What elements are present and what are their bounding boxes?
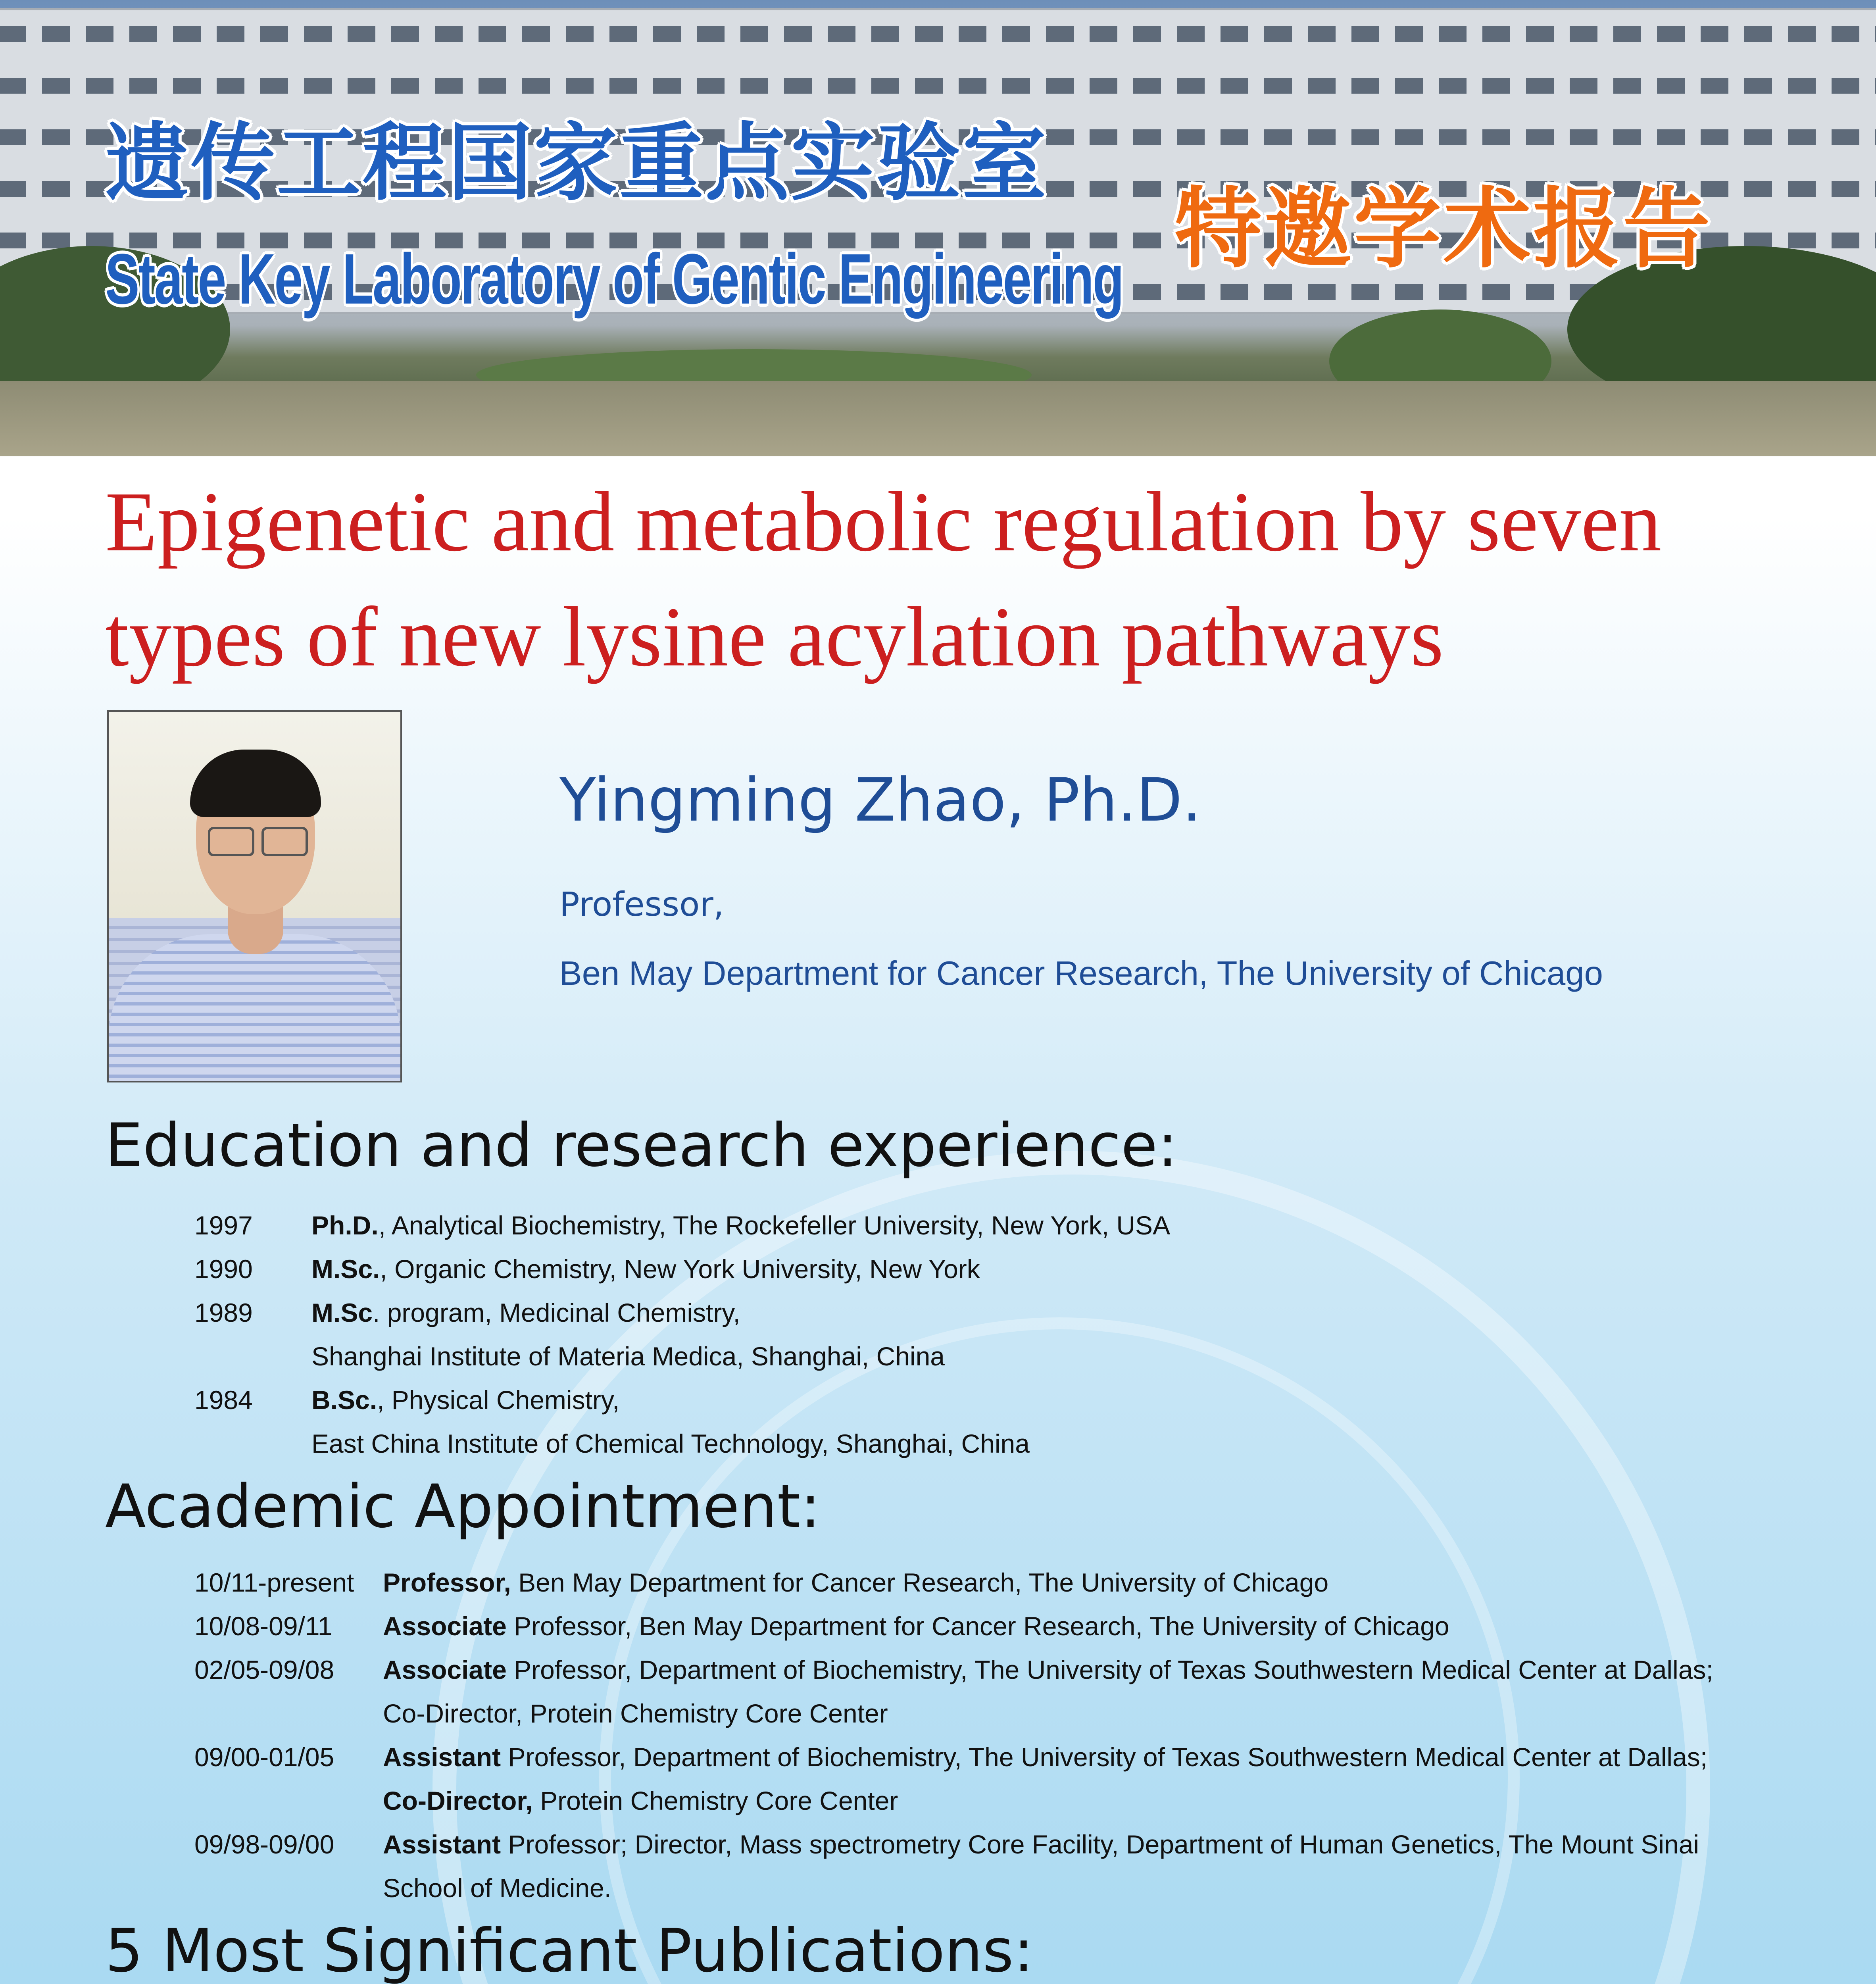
appointment-item: Assistant Professor; Director, Mass spectrometry Core Facility, Department of Human Genetics, The Mount Sinai: [383, 1830, 1699, 1859]
talk-title-line1: Epigenetic and metabolic regulation by seven: [105, 474, 1662, 569]
appointment-period: 09/98-09/00: [194, 1830, 334, 1859]
appointment-item: Associate Professor, Department of Biochemistry, The University of Texas Southwestern Medical Center at Dallas;: [383, 1655, 1713, 1684]
header-banner: [0, 0, 1876, 456]
appointment-period: 09/00-01/05: [194, 1742, 334, 1772]
invited-talk-tag: 特邀学术报告: [1174, 178, 1713, 280]
publications-heading: 5 Most Significant Publications:: [105, 1917, 1034, 1984]
education-item-continued: Shanghai Institute of Materia Medica, Shanghai, China: [311, 1342, 945, 1371]
education-item: M.Sc., Organic Chemistry, New York University, New York: [311, 1254, 980, 1284]
talk-title-line2: types of new lysine acylation pathways: [105, 589, 1444, 684]
education-item: M.Sc. program, Medicinal Chemistry,: [311, 1298, 740, 1327]
appointment-item: Professor, Ben May Department for Cancer Research, The University of Chicago: [383, 1568, 1329, 1597]
speaker-department: Ben May Department for Cancer Research, The University of Chicago: [559, 955, 1603, 992]
appointment-period: 02/05-09/08: [194, 1655, 334, 1684]
appointments-heading: Academic Appointment:: [105, 1472, 821, 1541]
education-year: 1990: [194, 1254, 253, 1284]
education-year: 1984: [194, 1385, 253, 1415]
speaker-photo: [107, 710, 402, 1082]
appointment-period: 10/11-present: [194, 1568, 354, 1597]
talk-title: [105, 464, 1811, 694]
degree: Ph.D.: [311, 1211, 379, 1240]
degree: B.Sc.: [311, 1385, 377, 1415]
degree: M.Sc: [311, 1298, 373, 1327]
degree: M.Sc.: [311, 1254, 380, 1284]
appointment-item-continued: School of Medicine.: [383, 1873, 611, 1903]
lab-name-chinese: 遗传工程国家重点实验室: [105, 114, 1048, 212]
appointment-item-continued: Co-Director, Protein Chemistry Core Center: [383, 1786, 898, 1815]
appointment-item: Assistant Professor, Department of Biochemistry, The University of Texas Southwestern Medical Center at Dallas;: [383, 1742, 1708, 1772]
education-item: B.Sc., Physical Chemistry,: [311, 1385, 620, 1415]
education-year: 1989: [194, 1298, 253, 1327]
appointment-item: Associate Professor, Ben May Department for Cancer Research, The University of Chicago: [383, 1611, 1449, 1641]
appointment-item-continued: Co-Director, Protein Chemistry Core Center: [383, 1699, 888, 1728]
education-item-continued: East China Institute of Chemical Technology, Shanghai, China: [311, 1429, 1030, 1458]
lab-name-english: State Key Laboratory of Gentic Engineering: [105, 239, 1123, 319]
education-heading: Education and research experience:: [105, 1111, 1178, 1180]
education-item: Ph.D., Analytical Biochemistry, The Rockefeller University, New York, USA: [311, 1211, 1171, 1240]
speaker-name: Yingming Zhao, Ph.D.: [559, 766, 1201, 835]
speaker-role: Professor,: [559, 885, 724, 924]
appointment-period: 10/08-09/11: [194, 1611, 333, 1641]
education-year: 1997: [194, 1211, 253, 1240]
